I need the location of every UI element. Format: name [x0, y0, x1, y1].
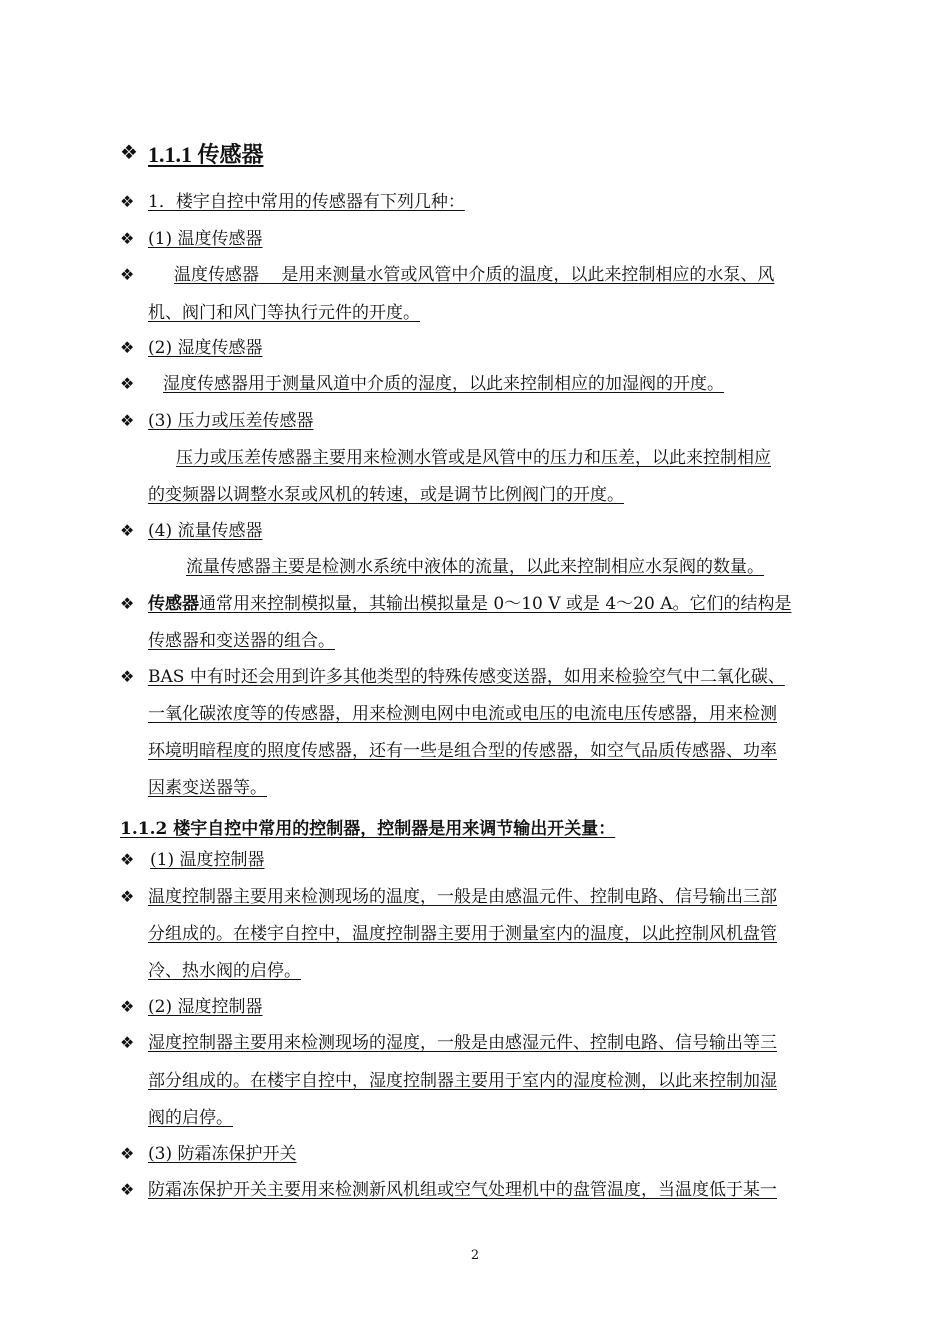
paragraph-line: 压力或压差传感器主要用来检测水管或是风管中的压力和压差，以此来控制相应 [176, 448, 771, 468]
diamond-bullet-icon: ❖ [120, 1033, 135, 1052]
paragraph-continuation: 因素变送器等。 [148, 778, 267, 798]
paragraph-line: 流量传感器主要是检测水系统中液体的流量，以此来控制相应水泵阀的数量。 [186, 557, 764, 577]
diamond-bullet-icon: ❖ [120, 667, 135, 686]
diamond-bullet-icon: ❖ [120, 265, 135, 284]
document-page: ❖ 1.1.1 传感器 ❖ 1．楼宇自控中常用的传感器有下列几种： ❖ (1) 温度传感器 ❖ 温度传感器 是用来测量水管或风管中介质的温度，以此来控制相应的水泵、风 机、阀门和风门等执行元件的开度。 ❖ (2) 湿度传感器 ❖ 湿度传感器用于测量风道中介质的湿度，以此来控制相应的加湿阀的开度。 ❖ (3) 压力或压差传感器 压力或压差传感器主要用来检测水管或是风管中的压力和压差，以此来控制相应 的变频器以调整水泵或风机的转速，或是调节比例阀门的开度。 ❖ (4) 流量传感器 流量传感器主要是检测水系统中液体的流量，以此来控制相应水泵阀的数量。 ❖ 传感器通常用来控制模拟量，其输出模拟量是 0～10 V 或是 4～20 A。它们的结构是 传感器和变送器的组合。 ❖ BAS 中有时还会用到许多其他类型的特殊传感变送器，如用来检验空气中二氧化碳、 一氧化碳浓度等的传感器，用来检测电网中电流或电压的电流电压传感器，用来检测 环境明暗程度的照度传感器，还有一些是组合型的传感器，如空气品质传感器、功率 因素变送器等。 1.1.2 楼宇自控中常用的控制器，控制器是用来调节输出开关量： ❖ (1) 温度控制器 ❖ 温度控制器主要用来检测现场的温度，一般是由感温元件、控制电路、信号输出三部 分组成的。在楼宇自控中，温度控制器主要用于测量室内的温度，以此控制风机盘管 冷、热水阀的启停。 ❖ (2) 湿度控制器 ❖ 湿度控制器主要用来检测现场的湿度，一般是由感湿元件、控制电路、信号输出等三 部分组成的。在楼宇自控中，湿度控制器主要用于室内的湿度检测，以此来控制加湿 阀的启停。 ❖ (3) 防霜冻保护开关 ❖ 防霜冻保护开关主要用来检测新风机组或空气处理机中的盘管温度，当温度低于某一 2 [0, 0, 950, 1344]
diamond-bullet-icon: ❖ [120, 887, 135, 906]
diamond-bullet-icon: ❖ [120, 374, 135, 393]
diamond-bullet-icon: ❖ [120, 140, 138, 164]
diamond-bullet-icon: ❖ [120, 411, 135, 430]
paragraph-continuation: 阀的启停。 [148, 1108, 233, 1128]
page-number: 2 [470, 1248, 480, 1263]
subsection-heading: 1.1.2 楼宇自控中常用的控制器，控制器是用来调节输出开关量： [120, 819, 616, 839]
paragraph-continuation: 冷、热水阀的启停。 [148, 961, 301, 981]
paragraph-continuation: 部分组成的。在楼宇自控中，湿度控制器主要用于室内的湿度检测，以此来控制加湿 [148, 1071, 777, 1091]
paragraph-continuation: 传感器和变送器的组合。 [148, 631, 335, 651]
diamond-bullet-icon: ❖ [120, 850, 135, 869]
bold-term: 传感器 [148, 594, 199, 614]
heading-text: 1.1.1 传感器 [148, 142, 264, 167]
diamond-bullet-icon: ❖ [120, 1144, 135, 1163]
paragraph-continuation: 机、阀门和风门等执行元件的开度。 [148, 303, 420, 323]
diamond-bullet-icon: ❖ [120, 521, 135, 540]
paragraph-continuation: 分组成的。在楼宇自控中，温度控制器主要用于测量室内的温度，以此控制风机盘管 [148, 924, 777, 944]
diamond-bullet-icon: ❖ [120, 229, 135, 248]
diamond-bullet-icon: ❖ [120, 594, 135, 613]
diamond-bullet-icon: ❖ [120, 1180, 135, 1199]
diamond-bullet-icon: ❖ [120, 338, 135, 357]
paragraph-continuation: 环境明暗程度的照度传感器，还有一些是组合型的传感器，如空气品质传感器、功率 [148, 741, 777, 761]
diamond-bullet-icon: ❖ [120, 997, 135, 1016]
paragraph-continuation: 一氧化碳浓度等的传感器，用来检测电网中电流或电压的电流电压传感器，用来检测 [148, 704, 777, 724]
diamond-bullet-icon: ❖ [120, 192, 135, 211]
paragraph-continuation: 的变频器以调整水泵或风机的转速，或是调节比例阀门的开度。 [148, 485, 624, 505]
